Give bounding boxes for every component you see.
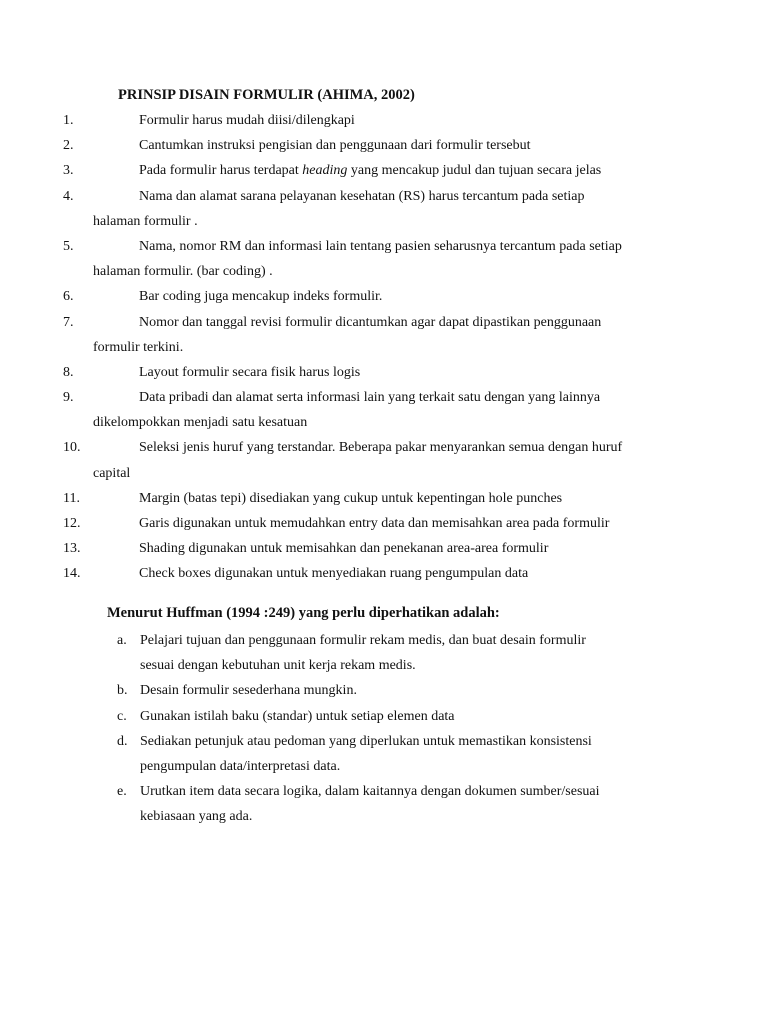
item-number: 4. — [63, 188, 74, 204]
item-text: Sediakan petunjuk atau pedoman yang diperlukan untuk memastikan konsistensi — [140, 733, 592, 749]
item-text: Pelajari tujuan dan penggunaan formulir rekam medis, dan buat desain formulir — [140, 633, 586, 648]
item-text-pre: Pada formulir harus terdapat — [139, 163, 303, 179]
item-text-continued: halaman formulir. (bar coding) . — [93, 264, 273, 280]
item-number: 2. — [63, 138, 74, 154]
list-item — [0, 779, 768, 829]
item-text-continued: sesuai dengan kebutuhan unit kerja rekam medis. — [140, 658, 416, 674]
item-number: 5. — [63, 238, 74, 254]
item-text: Bar coding juga mencakup indeks formulir. — [139, 289, 383, 305]
item-number: 10. — [63, 440, 81, 456]
item-text: Nomor dan tanggal revisi formulir dicantumkan agar dapat dipastikan penggunaan — [139, 314, 602, 330]
item-text: Data pribadi dan alamat serta informasi lain yang terkait satu dengan yang lainnya — [139, 390, 601, 406]
list-item — [0, 511, 768, 536]
item-number: 8. — [63, 364, 74, 380]
item-number: 11. — [63, 490, 80, 506]
item-text-continued: halaman formulir . — [93, 213, 198, 229]
list-item — [0, 133, 768, 158]
item-text-continued: kebiasaan yang ada. — [140, 809, 253, 825]
item-text: Urutkan item data secara logika, dalam kaitannya dengan dokumen sumber/sesuai — [140, 784, 600, 800]
huffman-list — [0, 628, 768, 830]
item-text: Cantumkan instruksi pengisian dan penggunaan dari formulir tersebut — [139, 138, 531, 154]
list-item — [0, 234, 768, 284]
list-item — [0, 360, 768, 385]
item-text: Shading digunakan untuk memisahkan dan penekanan area-area formulir — [139, 541, 549, 557]
item-number: 7. — [63, 314, 74, 330]
list-item — [0, 435, 768, 485]
item-text-emphasis: heading — [302, 163, 348, 179]
item-text: Layout formulir secara fisik harus logis — [139, 364, 361, 380]
item-letter: e. — [117, 784, 127, 800]
item-text-continued: capital — [93, 465, 131, 481]
item-text: Desain formulir sesederhana mungkin. — [140, 683, 357, 699]
list-item — [0, 678, 768, 703]
list-item — [0, 628, 768, 678]
list-item — [0, 486, 768, 511]
item-number: 9. — [63, 390, 74, 406]
item-number: 3. — [63, 163, 74, 179]
list-item — [0, 704, 768, 729]
item-text: Nama, nomor RM dan informasi lain tentang pasien seharusnya tercantum pada setiap — [139, 238, 622, 254]
item-text — [0, 158, 768, 183]
huffman-heading: Menurut Huffman (1994 :249) yang perlu diperhatikan adalah: — [107, 605, 500, 621]
item-letter: d. — [117, 733, 128, 749]
list-item — [0, 310, 768, 360]
item-text-continued: formulir terkini. — [93, 339, 184, 355]
item-text: Formulir harus mudah diisi/dilengkapi — [139, 113, 355, 128]
list-item — [0, 561, 768, 586]
item-number: 1. — [63, 113, 74, 128]
item-letter: c. — [117, 708, 127, 724]
item-text-continued: pengumpulan data/interpretasi data. — [140, 758, 341, 774]
list-item — [0, 729, 768, 779]
item-letter: b. — [117, 683, 128, 699]
list-item — [0, 184, 768, 234]
principles-list — [0, 108, 768, 587]
item-text: Garis digunakan untuk memudahkan entry data dan memisahkan area pada formulir — [139, 516, 610, 531]
item-number: 6. — [63, 289, 74, 305]
document-title: PRINSIP DISAIN FORMULIR (AHIMA, 2002) — [118, 87, 415, 103]
item-text-post: yang mencakup judul dan tujuan secara jelas — [347, 163, 602, 179]
list-item — [0, 108, 768, 133]
item-text-continued: dikelompokkan menjadi satu kesatuan — [93, 415, 308, 431]
item-text: Seleksi jenis huruf yang terstandar. Beberapa pakar menyarankan semua dengan huruf — [139, 440, 623, 456]
item-number: 13. — [63, 541, 81, 557]
item-text: Check boxes digunakan untuk menyediakan ruang pengumpulan data — [139, 566, 529, 582]
list-item — [0, 385, 768, 435]
list-item — [0, 158, 768, 183]
item-number: 12. — [63, 516, 81, 531]
item-text: Nama dan alamat sarana pelayanan kesehatan (RS) harus tercantum pada setiap — [139, 188, 585, 204]
list-item — [0, 284, 768, 309]
item-number: 14. — [63, 566, 81, 582]
item-letter: a. — [117, 633, 127, 648]
item-text: Gunakan istilah baku (standar) untuk setiap elemen data — [140, 708, 455, 724]
item-text: Margin (batas tepi) disediakan yang cukup untuk kepentingan hole punches — [139, 490, 563, 506]
list-item — [0, 536, 768, 561]
